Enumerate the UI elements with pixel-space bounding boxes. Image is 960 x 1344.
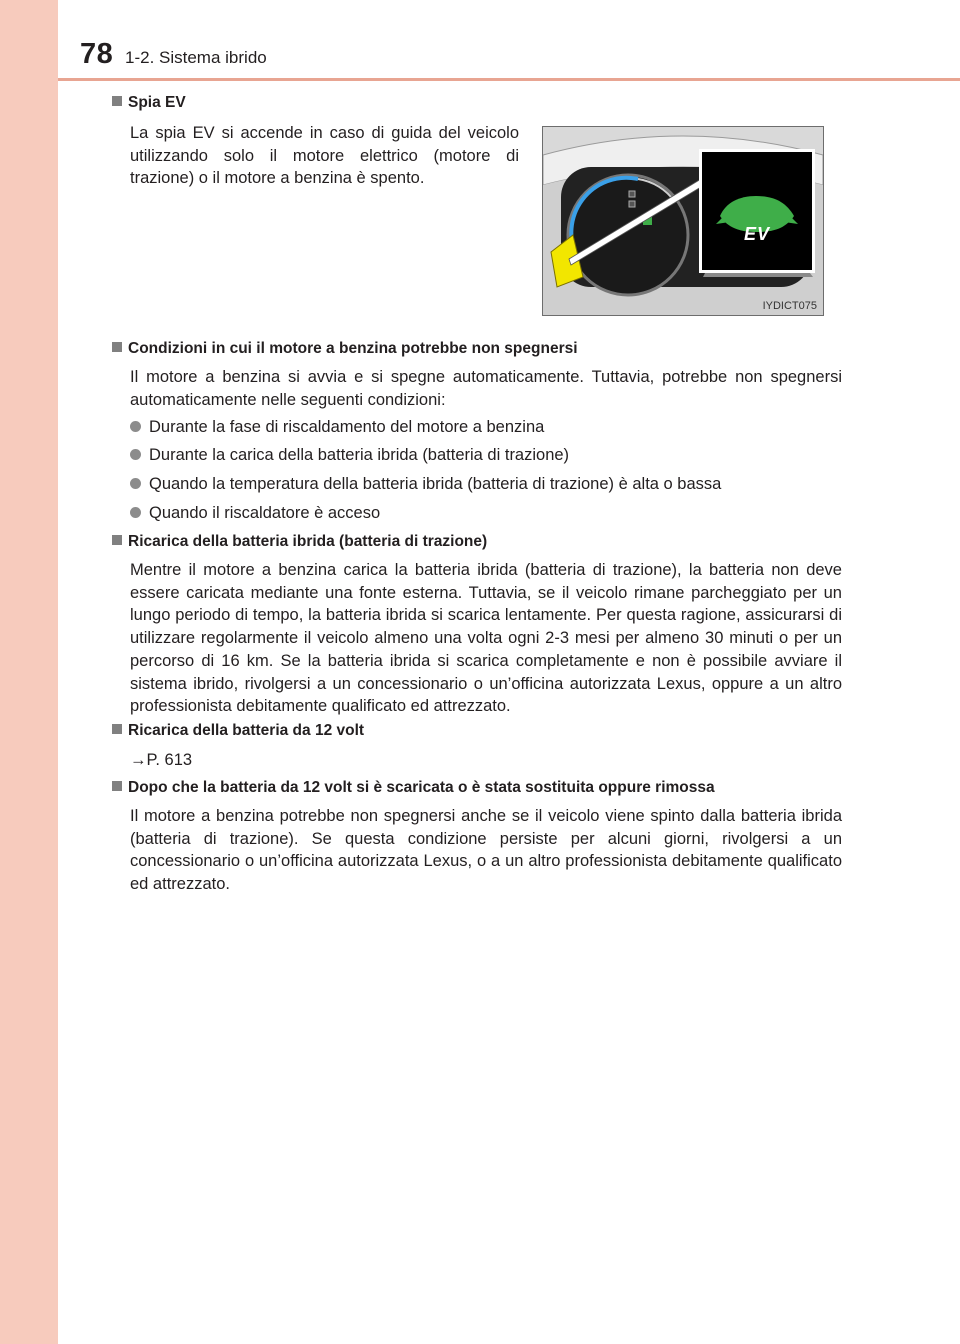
square-bullet-icon xyxy=(112,781,122,791)
page-number: 78 xyxy=(80,38,114,70)
paragraph-conditions: Il motore a benzina si avvia e si spegne automaticamente. Tuttavia, potrebbe non spegnersi automaticamente nelle seguenti condizioni: xyxy=(130,368,842,409)
round-bullet-icon xyxy=(130,507,141,518)
heading-12v-battery-replaced: Dopo che la batteria da 12 volt si è scaricata o è stata sostituita oppure rimossa xyxy=(112,779,715,797)
paragraph-12v-battery-replaced: Il motore a benzina potrebbe non spegnersi anche se il veicolo viene spinto dalla batteria ibrida (batteria di trazione). Se questa condizione persiste per alcuni giorni, rivolgersi a un concessionario o un’officina autorizzata Lexus, o a un altro professionista debitamente qualificato ed attrezzato. xyxy=(130,807,842,894)
round-bullet-icon xyxy=(130,478,141,489)
heading-12v-battery-charging: Ricarica della batteria da 12 volt xyxy=(112,722,364,740)
square-bullet-icon xyxy=(112,724,122,734)
paragraph-spia-ev: La spia EV si accende in caso di guida del veicolo utilizzando solo il motore elettrico (motore di trazione) o il motore a benzina è spento. xyxy=(130,124,519,188)
list-item: Quando la temperatura della batteria ibrida (batteria di trazione) è alta o bassa xyxy=(130,475,721,494)
ev-indicator-icon xyxy=(702,152,812,270)
list-item: Durante la carica della batteria ibrida (batteria di trazione) xyxy=(130,446,569,465)
page-side-band xyxy=(0,0,58,1344)
heading-spia-ev: Spia EV xyxy=(112,94,186,112)
section-title: 1-2. Sistema ibrido xyxy=(125,48,267,67)
round-bullet-icon xyxy=(130,421,141,432)
ev-indicator-callout xyxy=(699,149,815,273)
square-bullet-icon xyxy=(112,535,122,545)
round-bullet-icon xyxy=(130,449,141,460)
list-item: Quando il riscaldatore è acceso xyxy=(130,504,380,523)
square-bullet-icon xyxy=(112,342,122,352)
figure-code: IYDICT075 xyxy=(762,300,817,312)
dashboard-illustration xyxy=(542,126,824,316)
heading-hybrid-battery-charging: Ricarica della batteria ibrida (batteria di trazione) xyxy=(112,533,487,551)
heading-conditions: Condizioni in cui il motore a benzina potrebbe non spegnersi xyxy=(112,340,578,358)
list-item: Durante la fase di riscaldamento del motore a benzina xyxy=(130,418,544,437)
square-bullet-icon xyxy=(112,96,122,106)
page-reference: →P. 613 xyxy=(130,751,193,769)
paragraph-hybrid-battery-charging: Mentre il motore a benzina carica la batteria ibrida (batteria di trazione), la batteria non deve essere caricata mediante una fonte esterna. Tuttavia, se il veicolo rimane parcheggiato per un lungo periodo di tempo, la batteria ibrida si scarica lentamente. Per questa ragione, assicurarsi di utilizzare regolarmente il veicolo almeno una volta ogni 2-3 mesi per almeno 30 minuti o per un percorso di 16 km. Se la batteria ibrida si scarica completamente e non è possibile avviare il sistema ibrido, rivolgersi a un concessionario o un’officina autorizzata Lexus, oppure a un altro professionista debitamente qualificato ed attrezzato. xyxy=(130,561,842,716)
ev-indicator-label: EV xyxy=(743,224,770,244)
header-divider xyxy=(58,78,960,81)
